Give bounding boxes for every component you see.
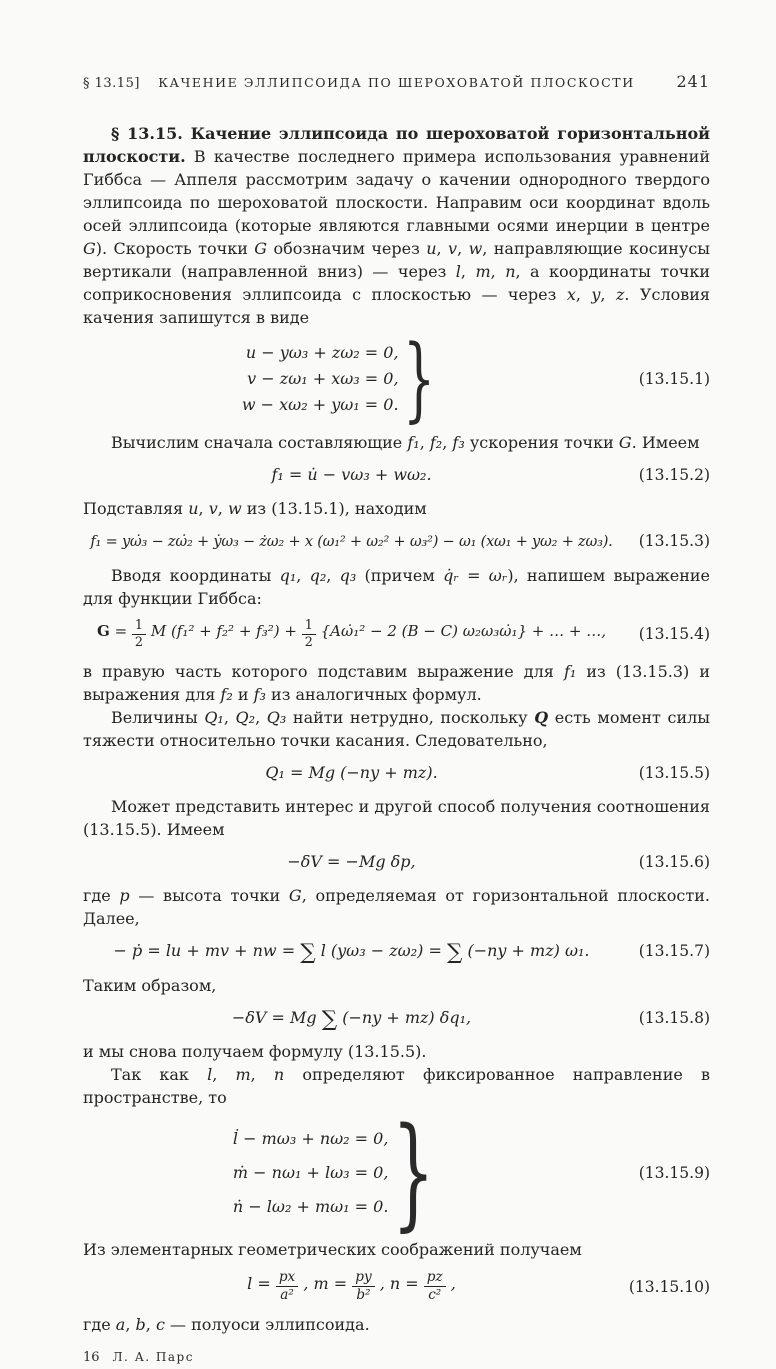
equation-number: (13.15.9) — [638, 1164, 710, 1183]
paragraph-right-side: в правую часть которого подставим выражение для f₁ из (13.15.3) и выражения для f₂ и f₃ из аналогичных формул. — [83, 661, 710, 704]
page-content — [0, 95, 776, 1336]
section-reference: § 13.15] — [83, 76, 140, 91]
paragraph-substitute: Подставляя u, v, w из (13.15.1), находим — [83, 498, 427, 518]
equation-13-15-10 — [83, 1270, 710, 1303]
paragraph-again-formula: и мы снова получаем формулу (13.15.5). — [83, 1042, 427, 1062]
equation-line: ṁ − nω₁ + lω₃ = 0, — [232, 1163, 389, 1183]
equation-line: w − xω₂ + yω₁ = 0. — [241, 395, 399, 415]
equation-number: (13.15.4) — [638, 625, 710, 644]
system-brace: } — [402, 325, 435, 432]
author-name: Л. А. Парс — [112, 1350, 194, 1365]
paragraph-elementary-geometry: Из элементарных геометрических соображений получаем — [83, 1240, 582, 1260]
running-header — [0, 0, 776, 95]
equation-line: u − yω₃ + zω₂ = 0, — [245, 343, 399, 363]
equation-line: ṅ − lω₂ + mω₁ = 0. — [232, 1197, 389, 1217]
equation-body: f₁ = u̇ − vω₃ + wω₂. — [271, 464, 432, 484]
signature-number: 16 — [83, 1350, 100, 1366]
equation-body: l = $\frac{px}{\text{a²}}$ , m = $\frac{py}{\text{b²}}$ , n = $\frac{pz}{\text{c²}}$ , — [247, 1269, 456, 1304]
equation-13-15-3 — [83, 529, 710, 554]
equation-13-15-6 — [83, 850, 710, 874]
equation-13-15-7 — [83, 939, 710, 964]
equation-number: (13.15.10) — [628, 1277, 710, 1296]
paragraph-compute-f: Вычислим сначала составляющие f₁, f₂, f₃ ускорения точки G. Имеем — [111, 432, 700, 452]
page-number: 241 — [676, 72, 710, 91]
equation-13-15-5 — [83, 761, 710, 785]
paragraph-quantities-q: Величины Q₁, Q₂, Q₃ найти нетрудно, поскольку Q есть момент силы тяжести относительно точки касания. Следовательно, — [83, 707, 711, 750]
equation-13-15-4 — [83, 619, 710, 650]
system-brace: } — [392, 1101, 436, 1244]
paragraph-thus: Таким образом, — [83, 975, 217, 995]
equation-number: (13.15.3) — [638, 532, 710, 551]
chapter-running-title: КАЧЕНИЕ ЭЛЛИПСОИДА ПО ШЕРОХОВАТОЙ ПЛОСКОСТИ — [158, 75, 635, 90]
equation-body: f₁ = yω̇₃ − zω̇₂ + ẏω₃ − żω₂ + x (ω₁² + ω₂² + ω₃²) − ω₁ (xω₁ + yω₂ + zω₃). — [90, 533, 613, 550]
paragraph-coordinates: Вводя координаты q₁, q₂, q₃ (причем q̇ᵣ = ωᵣ), напишем выражение для функции Гиббса: — [83, 565, 710, 608]
equation-13-15-8 — [83, 1006, 710, 1031]
paragraph-fixed-direction: Так как l, m, n определяют фиксированное направление в пространстве, то — [83, 1065, 711, 1108]
equation-line: v − zω₁ + xω₃ = 0, — [247, 369, 399, 389]
equation-line: l̇ − mω₃ + nω₂ = 0, — [232, 1129, 389, 1149]
equation-body: Q₁ = Mg (−ny + mz). — [265, 762, 438, 782]
equation-13-15-9 — [83, 1101, 710, 1244]
equation-body: −δV = −Mg δp, — [287, 851, 416, 871]
equation-number: (13.15.6) — [638, 852, 710, 871]
equation-number: (13.15.8) — [638, 1009, 710, 1028]
equation-body: G = $\frac{1}{2}$ M (f₁² + f₂² + f₃²) + $\frac{1}{2}$ {Aω̇₁² − 2 (B − C) ω₂ω₃ω̇₁} + … + …, — [97, 617, 606, 650]
equation-system-lines — [242, 340, 399, 418]
paragraph-semiaxes: где a, b, c — полуоси эллипсоида. — [83, 1315, 370, 1335]
equation-body: − ṗ = lu + mv + nw = ∑ l (yω₃ − zω₂) = ∑ (−ny + mz) ω₁. — [113, 940, 590, 966]
equation-number: (13.15.7) — [638, 942, 710, 961]
equation-number: (13.15.1) — [638, 370, 710, 389]
equation-13-15-1 — [83, 325, 710, 432]
footer — [0, 1336, 776, 1369]
paragraph-height-p: где p — высота точки G, определяемая от горизонтальной плоскости. Далее, — [83, 885, 710, 928]
equation-system-lines — [233, 1122, 389, 1224]
equation-number: (13.15.2) — [638, 465, 710, 484]
equation-body: −δV = Mg ∑ (−ny + mz) δq₁, — [231, 1006, 472, 1032]
paragraph-section-intro: § 13.15. Качение эллипсоида по шероховатой горизонтальной плоскости. В качестве последнего примера использования уравнений Гиббса — Аппеля рассмотрим задачу о качении однородного твердого эллипсоида по шероховатой плоскости. Направим оси координат вдоль осей эллипсоида (которые являются главными осями инерции в центре G). Скорость точки G обозначим через u, v, w, направляющие косинусы вертикали (направленной вниз) — через l, m, n, а координаты точки соприкосновения эллипсоида с плоскостью — через x, y, z. Условия качения запишутся в виде — [83, 124, 711, 327]
equation-number: (13.15.5) — [638, 763, 710, 782]
paragraph-other-method: Может представить интерес и другой способ получения соотношения (13.15.5). Имеем — [83, 796, 710, 839]
equation-13-15-2 — [83, 463, 710, 487]
